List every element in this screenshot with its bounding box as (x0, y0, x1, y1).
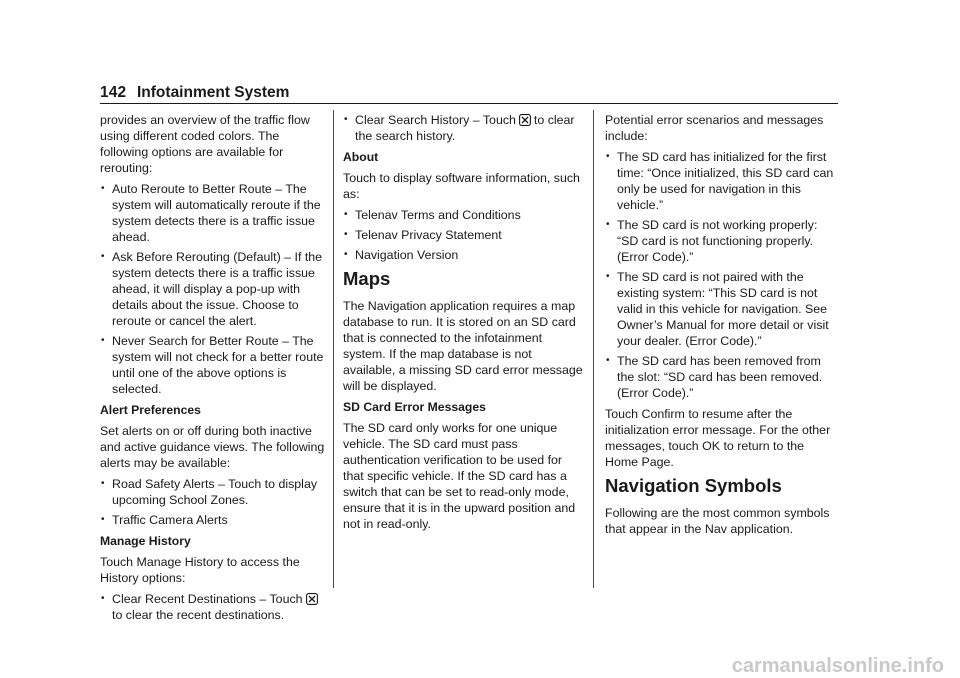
column-divider (593, 110, 594, 588)
page-number: 142 (100, 84, 127, 101)
bullet-icon: • (344, 229, 348, 240)
list-item: • Auto Reroute to Better Route – The system will automatically reroute if the system detects there is a traffic issue ahead. (101, 182, 321, 244)
sd-card-errors-heading: SD Card Error Messages (343, 400, 486, 414)
intro-paragraph: provides an overview of the traffic flow using different coded colors. The following options are available for rerouting: (100, 113, 310, 175)
bullet-icon: • (344, 249, 348, 260)
list-item: • The SD card is not paired with the existing system: “This SD card is not valid in this vehicle for navigation. See Owner’s Manual for more detail or visit your dealer. (Error Code).” (606, 270, 829, 348)
header-rule (100, 103, 838, 104)
list-item: • Never Search for Better Route – The system will not check for a better route until one of the above options is selected. (101, 334, 324, 396)
section-title: Infotainment System (137, 84, 290, 101)
errors-list (605, 149, 838, 401)
bullet-icon: • (606, 271, 610, 282)
bullet-icon: • (101, 593, 105, 604)
bullet-icon: • (101, 514, 105, 525)
list-item: • Traffic Camera Alerts (101, 513, 228, 527)
list-item: • The SD card has initialized for the first time: “Once initialized, this SD card can only be used for navigation in this vehicle.” (606, 150, 834, 212)
clear-x-icon (519, 114, 531, 126)
column-3 (605, 112, 838, 542)
list-item: • The SD card is not working properly: “SD card is not functioning properly. (Error Code).” (606, 218, 818, 264)
list-item: • Clear Recent Destinations – Touchto clear the recent destinations. (100, 591, 328, 623)
navigation-symbols-heading: Navigation Symbols (605, 475, 782, 496)
bullet-icon: • (101, 183, 105, 194)
history-list (100, 591, 328, 623)
alert-preferences-heading: Alert Preferences (100, 403, 201, 417)
list-item: • Telenav Terms and Conditions (344, 208, 521, 222)
watermark-text: carmanualsonline.info (731, 655, 944, 677)
watermark (0, 652, 960, 678)
bullet-icon: • (101, 251, 105, 262)
manage-history-text: Touch Manage History to access the History options: (100, 555, 300, 585)
search-history-list (343, 112, 583, 144)
list-item: • Road Safety Alerts – Touch to display upcoming School Zones. (101, 477, 318, 507)
bullet-icon: • (101, 478, 105, 489)
about-list (343, 207, 583, 263)
column-1 (100, 112, 328, 628)
list-item: • The SD card has been removed from the slot: “SD card has been removed. (Error Code).” (606, 354, 823, 400)
maps-text: The Navigation application requires a map database to run. It is stored on an SD card that is connected to the infotainment system. If the map database is not available, a missing SD card error message will be displayed. (343, 299, 583, 393)
maps-heading: Maps (343, 268, 391, 289)
bullet-icon: • (606, 151, 610, 162)
errors-intro: Potential error scenarios and messages include: (605, 113, 824, 143)
alert-preferences-text: Set alerts on or off during both inactive and active guidance views. The following alerts may be available: (100, 424, 325, 470)
watermark-logo (0, 652, 960, 678)
list-item: • Clear Search History – Touch to clear the search history. (344, 113, 575, 143)
list-item: • Ask Before Rerouting (Default) – If the system detects there is a traffic issue ahead, it will display a pop-up with details about the issue. Choose to reroute or cancel the alert. (101, 250, 323, 328)
confirm-text: Touch Confirm to resume after the initialization error message. For the other messages, touch OK to return to the Home Page. (605, 407, 831, 469)
list-item: • Navigation Version (344, 248, 459, 262)
bullet-icon: • (344, 209, 348, 220)
list-item: • Telenav Privacy Statement (344, 228, 502, 242)
alerts-list (100, 476, 328, 528)
bullet-icon: • (606, 355, 610, 366)
manage-history-heading: Manage History (100, 534, 191, 548)
bullet-icon: • (606, 219, 610, 230)
sd-card-text: The SD card only works for one unique vehicle. The SD card must pass authentication verification to be used for that specific vehicle. If the SD card has a switch that can be set to read-only mode, ensure that it is in the upward position and not in read-only. (343, 421, 576, 531)
clear-x-icon (306, 593, 318, 605)
about-heading: About (343, 150, 379, 164)
column-divider (333, 110, 334, 588)
reroute-options-list (100, 181, 328, 397)
bullet-icon: • (344, 114, 348, 125)
bullet-icon: • (101, 335, 105, 346)
navigation-symbols-text: Following are the most common symbols that appear in the Nav application. (605, 506, 830, 536)
about-text: Touch to display software information, such as: (343, 171, 580, 201)
column-2 (343, 112, 583, 537)
